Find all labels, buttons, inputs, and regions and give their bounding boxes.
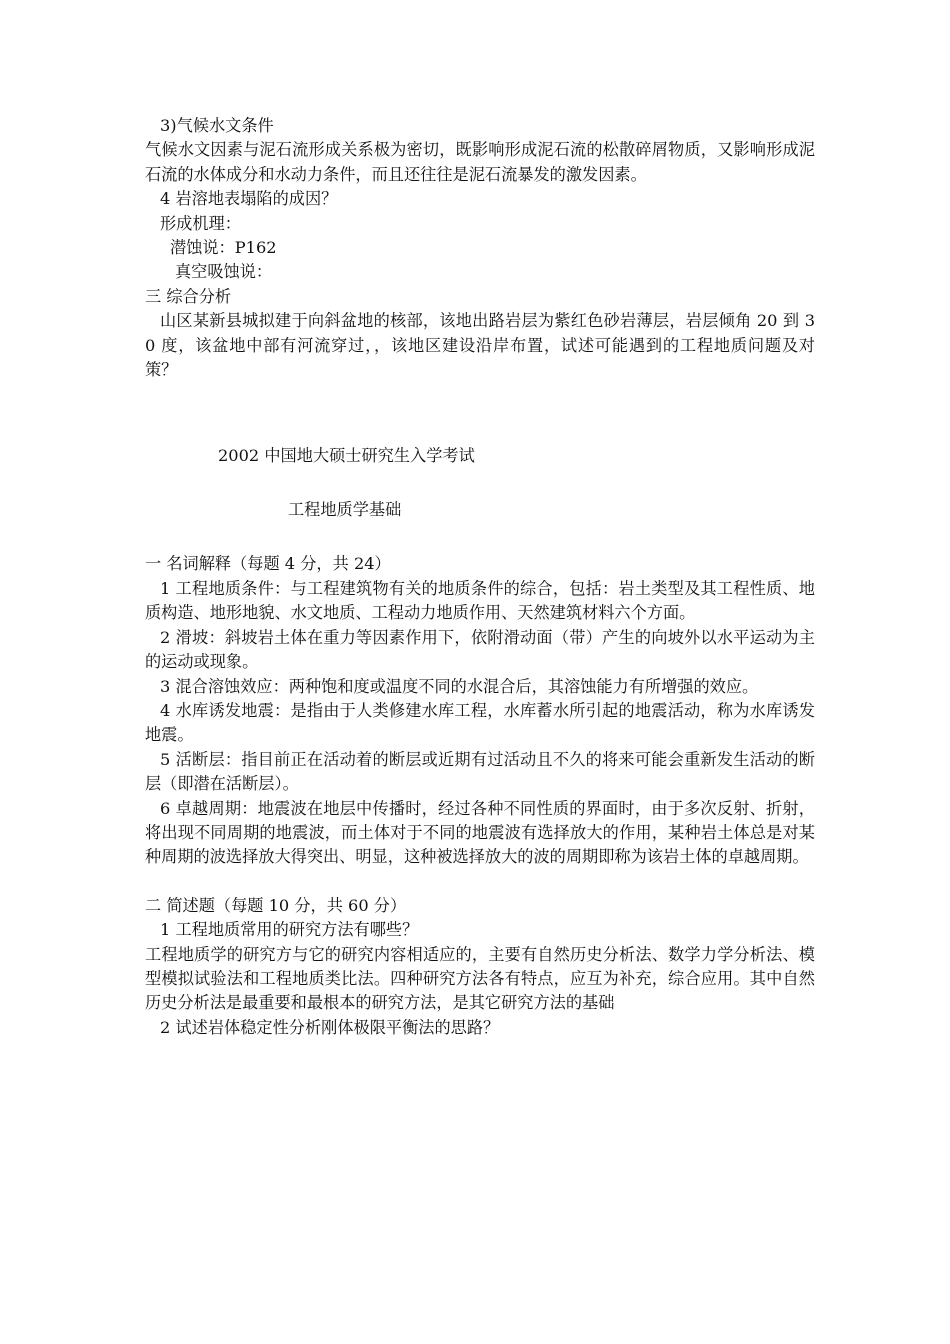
climate-heading: 3)气候水文条件 xyxy=(160,116,274,135)
karst-question: 4 岩溶地表塌陷的成因？ xyxy=(160,189,338,209)
question-2: 2 试述岩体稳定性分析刚体极限平衡法的思路？ xyxy=(160,1017,500,1037)
term-item: 2 滑坡：斜坡岩土体在重力等因素作用下，依附滑动面（带）产生的向坡外以水平运动为主的运动或现象。 xyxy=(145,627,815,672)
mechanism-label: 形成机理： xyxy=(160,213,241,233)
exam-subject: 工程地质学基础 xyxy=(288,500,402,520)
climate-paragraph: 气候水文因素与泥石流形成关系极为密切，既影响形成泥石流的松散碎屑物质，又影响形成泥石流的水体成分和水动力条件，而且还往往是泥石流暴发的激发因素。 xyxy=(145,140,815,184)
theory-erosion: 潜蚀说：P162 xyxy=(170,238,277,258)
answer-1: 工程地质学的研究方与它的研究内容相适应的，主要有自然历史分析法、数学力学分析法、模型模拟试验法和工程地质类比法。四种研究方法各有特点，应互为补充，综合应用。其中自然历史分析法是最重要和最根本的研究方法，是其它研究方法的基础 xyxy=(145,944,815,1013)
analysis-paragraph: 山区某新县城拟建于向斜盆地的核部，该地出路岩层为紫红色砂岩薄层，岩层倾角 20 到 30 度，该盆地中部有河流穿过，，该地区建设沿岸布置，试述可能遇到的工程地质问题及对策？ xyxy=(145,311,815,380)
term-item: 3 混合溶蚀效应：两种饱和度或温度不同的水混合后，其溶蚀能力有所增强的效应。 xyxy=(160,676,759,696)
term-item: 4 水库诱发地震：是指由于人类修建水库工程，水库蓄水所引起的地震活动，称为水库诱发地震。 xyxy=(145,700,815,745)
exam-title: 2002 中国地大硕士研究生入学考试 xyxy=(218,446,475,466)
section1-heading: 一 名词解释（每题 4 分，共 24） xyxy=(145,554,391,574)
section2-heading: 二 简述题（每题 10 分，共 60 分） xyxy=(145,895,407,915)
term-item: 5 活断层：指目前正在活动着的断层或近期有过活动且不久的将来可能会重新发生活动的断层（即潜在活断层）。 xyxy=(145,749,815,794)
question-1: 1 工程地质常用的研究方法有哪些？ xyxy=(160,920,419,940)
theory-vacuum: 真空吸蚀说： xyxy=(175,262,273,282)
term-item: 1 工程地质条件：与工程建筑物有关的地质条件的综合，包括：岩土类型及其工程性质、地质构造、地形地貌、水文地质、工程动力地质作用、天然建筑材料六个方面。 xyxy=(145,578,815,623)
term-item: 6 卓越周期：地震波在地层中传播时，经过各种不同性质的界面时，由于多次反射、折射，将出现不同周期的地震波，而土体对于不同的地震波有选择放大的作用，某种岩土体总是对某种周期的波选择放大得突出、明显，这种被选择放大的波的周期即称为该岩土体的卓越周期。 xyxy=(145,798,815,867)
section3-heading: 三 综合分析 xyxy=(145,286,232,306)
document-page xyxy=(145,114,815,1040)
